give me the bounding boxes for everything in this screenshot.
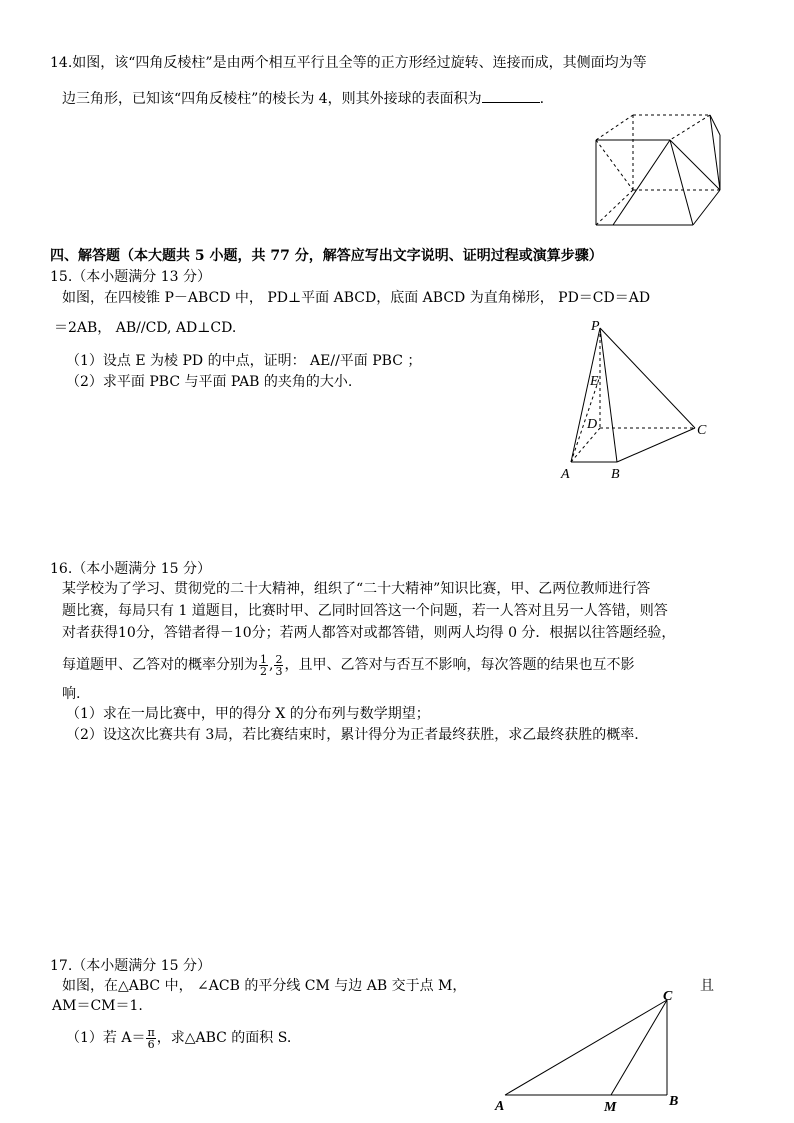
q16-line4: 每道题甲、乙答对的概率分别为 $\frac{1}{2}$ , $\frac{2}{3}$ ，且甲、乙答对与否互不影响，每次答题的结果也互不影 — [62, 652, 635, 678]
q16-line1: 某学校为了学习、贯彻党的二十大精神，组织了“二十大精神”知识比赛，甲、乙两位教师进行答 — [62, 581, 651, 597]
label-a: A — [495, 1099, 505, 1114]
q16-line5: 响. — [62, 686, 81, 702]
q17-part1 — [66, 1025, 291, 1051]
q16-line4-pre: 每道题甲、乙答对的概率分别为 — [62, 657, 258, 673]
label-p: P — [591, 319, 600, 334]
q17-line2: AM＝CM＝1. — [52, 998, 143, 1014]
label-d: D — [587, 417, 598, 432]
q16-line4-post: ，且甲、乙答对与否互不影响，每次答题的结果也互不影 — [284, 657, 635, 673]
label-m: M — [604, 1100, 617, 1115]
q17-part1-pre: （1）若 A＝ — [66, 1030, 146, 1046]
q14-line2 — [62, 90, 544, 108]
antiprism-figure — [588, 110, 728, 232]
q17-line1-end: 且 — [700, 978, 714, 994]
section4-heading: 四、解答题（本大题共 5 小题，共 77 分，解答应写出文字说明、证明过程或演算步骤） — [50, 248, 603, 264]
q17-header: 17.（本小题满分 15 分） — [50, 958, 211, 974]
label-a: A — [561, 467, 570, 482]
fraction-half: $\frac{1}{2}$ — [260, 652, 267, 678]
q16-header: 16.（本小题满分 15 分） — [50, 561, 211, 577]
label-e: E — [590, 374, 599, 389]
fraction-two-thirds: $\frac{2}{3}$ — [275, 652, 283, 678]
q17-line1: 如图，在△ABC 中， ∠ACB 的平分线 CM 与边 AB 交于点 M， — [62, 978, 467, 994]
q15-header: 15.（本小题满分 13 分） — [50, 269, 211, 285]
triangle-figure — [490, 985, 690, 1115]
q16-line3: 对者获得10分，答错者得－10分；若两人都答对或都答错，则两人均得 0 分．根据以往答题经验， — [62, 625, 676, 641]
q14-line1: 14.如图，该“四角反棱柱”是由两个相互平行且全等的正方形经过旋转、连接而成，其侧面均为等 — [50, 55, 647, 71]
q15-line2: ＝2AB， AB//CD, AD⊥CD. — [54, 320, 237, 336]
q15-line1: 如图，在四棱锥 P－ABCD 中， PD⊥平面 ABCD，底面 ABCD 为直角梯形， PD＝CD＝AD — [62, 290, 651, 306]
q16-part2: （2）设这次比赛共有 3局，若比赛结束时，累计得分为正者最终获胜，求乙最终获胜的概率. — [66, 727, 639, 743]
pyramid-figure — [555, 316, 725, 486]
q17-part1-post: ，求△ABC 的面积 S. — [156, 1030, 292, 1046]
label-b: B — [611, 467, 620, 482]
q14-line2-text: 边三角形，已知该“四角反棱柱”的棱长为 4，则其外接球的表面积为 — [62, 91, 482, 107]
q15-part2: （2）求平面 PBC 与平面 PAB 的夹角的大小. — [66, 374, 353, 390]
q16-part1: （1）求在一局比赛中，甲的得分 X 的分布列与数学期望； — [66, 706, 430, 722]
fraction-pi-over-six: $\frac{\pi}{6}$ — [147, 1025, 155, 1051]
q14-line2-end: . — [539, 91, 545, 107]
label-c: C — [697, 423, 707, 438]
q16-line2: 题比赛，每局只有 1 道题目，比赛时甲、乙同时回答这一个问题，若一人答对且另一人答错，则答 — [62, 603, 668, 619]
label-b: B — [669, 1094, 679, 1109]
answer-blank — [482, 90, 540, 103]
label-c: C — [663, 989, 673, 1004]
q15-part1: （1）设点 E 为棱 PD 的中点，证明： AE//平面 PBC ； — [66, 353, 422, 369]
